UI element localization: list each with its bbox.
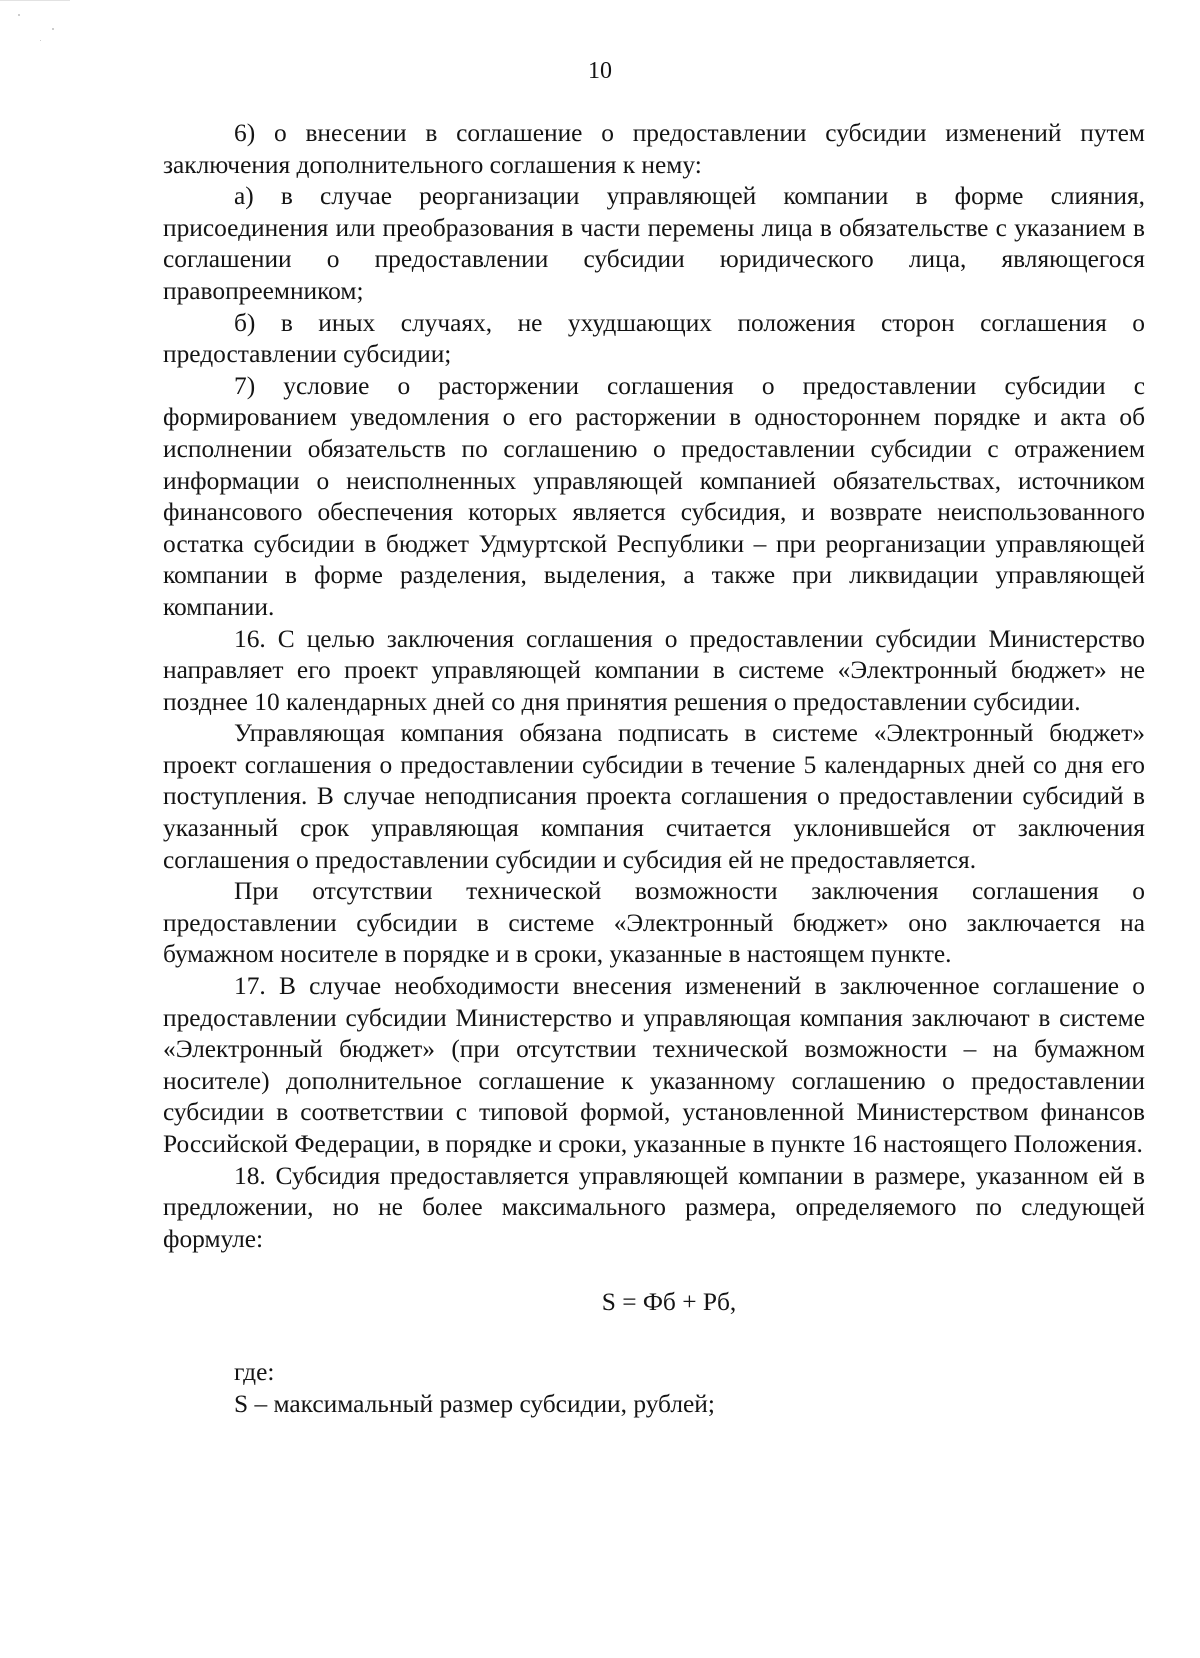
document-body bbox=[163, 118, 1145, 1420]
page-number: 10 bbox=[588, 58, 612, 84]
definition-s: S – максимальный размер субсидии, рублей; bbox=[234, 1389, 715, 1418]
paragraph-6: 6) о внесении в соглашение о предоставлении субсидии изменений путем заключения дополнительного соглашения к нему: bbox=[163, 119, 1145, 179]
scan-artifact bbox=[52, 28, 54, 30]
subparagraph-a: а) в случае реорганизации управляющей компании в форме слияния, присоединения или преобразования в части перемены лица в обязательстве с указанием в соглашении о предоставлении субсидии юридического лица, являющегося правопреемником; bbox=[163, 182, 1145, 305]
subsidy-formula: S = Фб + Рб, bbox=[601, 1288, 737, 1317]
clause-18: 18. Субсидия предоставляется управляющей компании в размере, указанном ей в предложении, но не более максимального размера, определяемого по следующей формуле: bbox=[163, 1161, 1145, 1253]
clause-17: 17. В случае необходимости внесения изменений в заключенное соглашение о предоставлении субсидии Министерство и управляющая компания заключают в системе «Электронный бюджет» (при отсутствии технической возможности – на бумажном носителе) дополнительное соглашение к указанному соглашению о предоставлении субсидии в соответствии с типовой формой, установленной Министерством финансов Российской Федерации, в порядке и сроки, указанные в пункте 16 настоящего Положения. bbox=[163, 972, 1145, 1158]
subparagraph-b: б) в иных случаях, не ухудшающих положения сторон соглашения о предоставлении субсидии; bbox=[163, 308, 1145, 369]
clause-16-signing: Управляющая компания обязана подписать в системе «Электронный бюджет» проект соглашения о предоставлении субсидии в течение 5 календарных дней со дня его поступления. В случае неподписания проекта соглашения о предоставлении субсидий в указанный срок управляющая компания считается уклонившейся от заключения соглашения о предоставлении субсидии и субсидия ей не предоставляется. bbox=[163, 719, 1145, 874]
clause-16-paper: При отсутствии технической возможности заключения соглашения о предоставлении субсидии в системе «Электронный бюджет» оно заключается на бумажном носителе в порядке и в сроки, указанные в настоящем пункте. bbox=[163, 877, 1145, 969]
where-label: где: bbox=[234, 1357, 275, 1386]
paragraph-7: 7) условие о расторжении соглашения о предоставлении субсидии с формированием уведомления о его расторжении в одностороннем порядке и акта об исполнении обязательств по соглашению о предоставлении субсидии с отражением информации о неисполненных управляющей компанией обязательствах, источником финансового обеспечения которых является субсидия, и возврате неиспользованного остатка субсидии в бюджет Удмуртской Республики – при реорганизации управляющей компании в форме разделения, выделения, а также при ликвидации управляющей компании. bbox=[163, 371, 1145, 621]
scan-artifact bbox=[40, 40, 41, 41]
clause-16: 16. С целью заключения соглашения о предоставлении субсидии Министерство направляет его проект управляющей компании в системе «Электронный бюджет» не позднее 10 календарных дней со дня принятия решения о предоставлении субсидии. bbox=[163, 624, 1145, 716]
scan-artifact bbox=[0, 0, 70, 1]
scan-artifact bbox=[18, 14, 20, 16]
